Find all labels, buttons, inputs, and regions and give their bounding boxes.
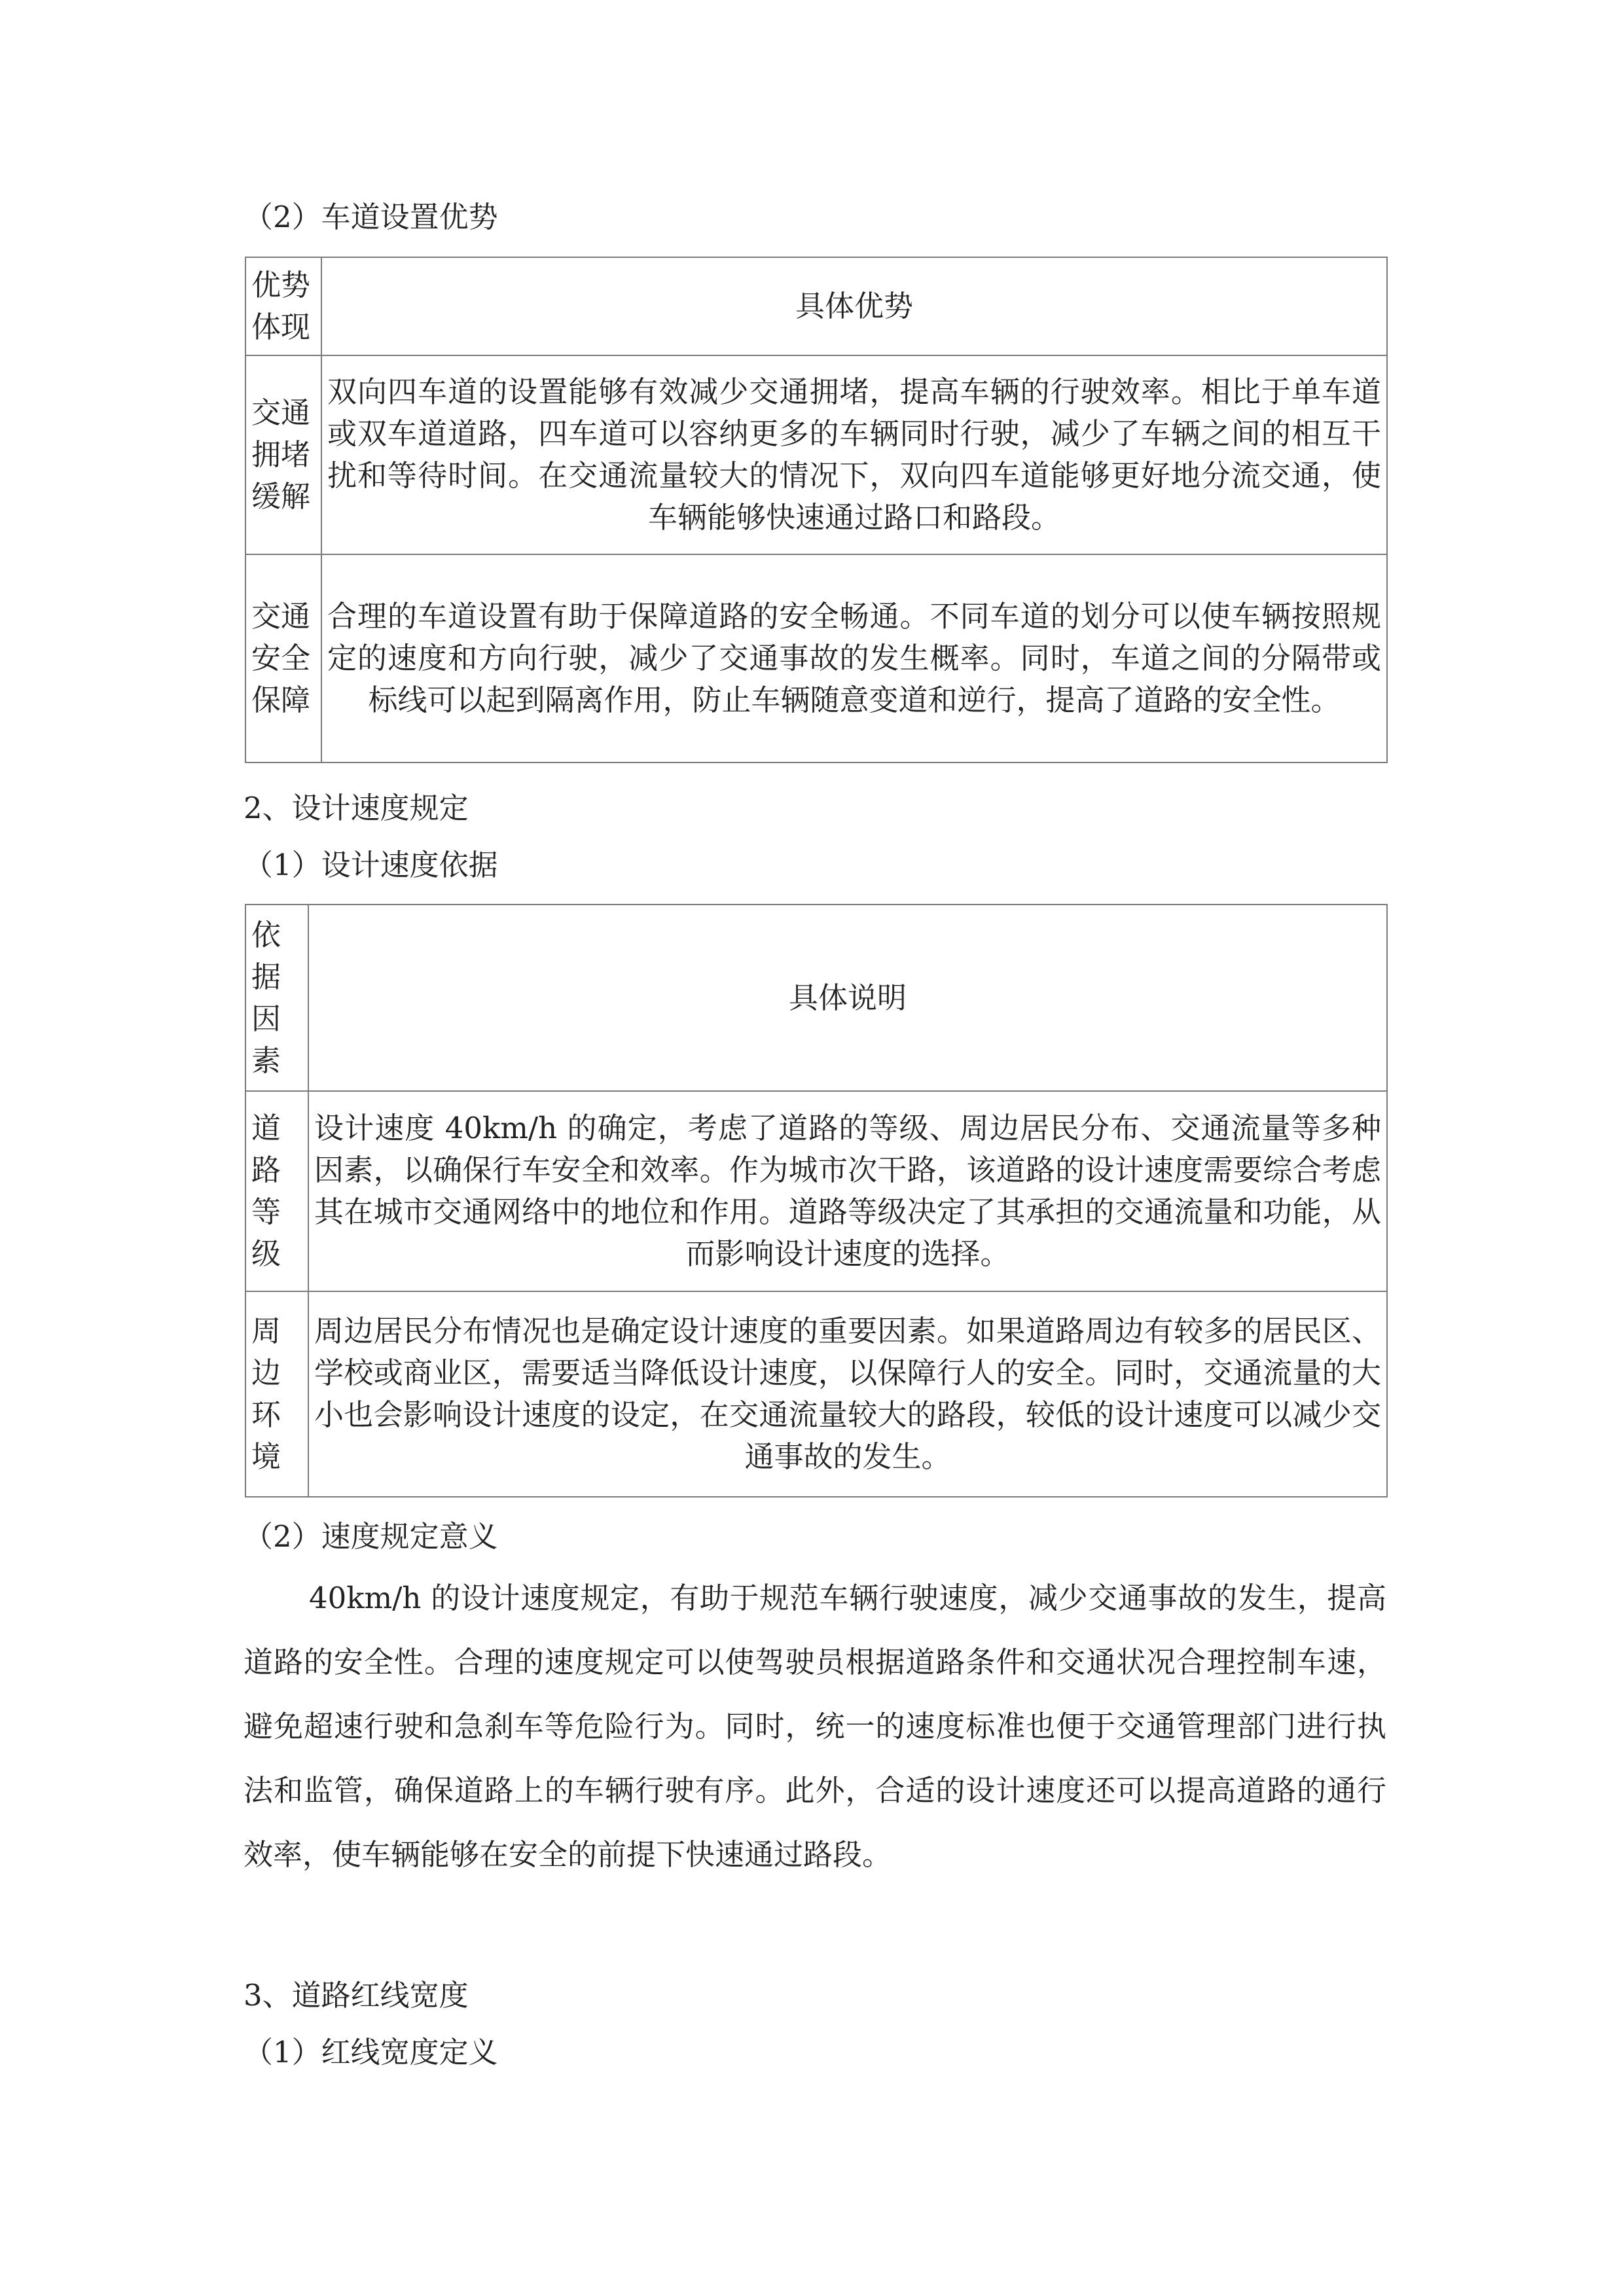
table-row <box>245 355 1387 554</box>
row-key-line: 交通 <box>251 395 311 430</box>
header-key-line: 据 <box>251 959 281 994</box>
row-text-cell: 设计速度 40km/h 的确定，考虑了道路的等级、周边居民分布、交通流量等多种因素，以确保行车安全和效率。作为城市次干路，该道路的设计速度需要综合考虑其在城市交通网络中的地位和作用。道路等级决定了其承担的交通流量和功能，从而影响设计速度的选择。 <box>308 1091 1387 1291</box>
header-key-line: 体现 <box>251 310 311 344</box>
row-key-line: 境 <box>251 1439 281 1474</box>
row-key-line: 等 <box>251 1194 281 1229</box>
row-key-line: 交通 <box>251 599 311 634</box>
row-text-cell: 合理的车道设置有助于保障道路的安全畅通。不同车道的划分可以使车辆按照规定的速度和方向行驶，减少了交通事故的发生概率。同时，车道之间的分隔带或标线可以起到隔离作用，防止车辆随意变道和逆行，提高了道路的安全性。 <box>321 554 1387 762</box>
table-row <box>245 1091 1387 1291</box>
row-key-line: 保障 <box>251 683 311 717</box>
header-value-cell: 具体优势 <box>321 257 1387 355</box>
row-key-line: 周 <box>251 1314 281 1348</box>
row-text-cell: 双向四车道的设置能够有效减少交通拥堵，提高车辆的行驶效率。相比于单车道或双车道道路，四车道可以容纳更多的车辆同时行驶，减少了车辆之间的相互干扰和等待时间。在交通流量较大的情况下，双向四车道能够更好地分流交通，使车辆能够快速通过路口和路段。 <box>321 355 1387 554</box>
row-key-cell <box>245 1291 308 1497</box>
row-key-line: 级 <box>251 1236 281 1271</box>
speed-significance-paragraph: 40km/h 的设计速度规定，有助于规范车辆行驶速度，减少交通事故的发生，提高道路的安全性。合理的速度规定可以使驾驶员根据道路条件和交通状况合理控制车速，避免超速行驶和急刹车等危险行为。同时，统一的速度标准也便于交通管理部门进行执法和监管，确保道路上的车辆行驶有序。此外，合适的设计速度还可以提高道路的通行效率，使车辆能够在安全的前提下快速通过路段。 <box>244 1581 1386 1872</box>
header-value-cell: 具体说明 <box>308 905 1387 1091</box>
heading-red-line-width: 3、道路红线宽度 <box>244 1978 469 2013</box>
row-key-line: 环 <box>251 1397 281 1432</box>
table-header-row <box>245 257 1387 355</box>
speed-basis-table <box>245 904 1388 1498</box>
header-key-line: 素 <box>251 1043 281 1078</box>
row-key-cell <box>245 355 321 554</box>
header-key-line: 因 <box>251 1001 281 1036</box>
subheading-speed-basis: （1）设计速度依据 <box>244 848 498 882</box>
subheading-red-line-definition: （1）红线宽度定义 <box>244 2035 498 2070</box>
row-key-cell <box>245 1091 308 1291</box>
table-row <box>245 554 1387 762</box>
row-key-line: 路 <box>251 1153 281 1187</box>
header-key-cell <box>245 905 308 1091</box>
row-key-line: 边 <box>251 1355 281 1390</box>
row-key-line: 拥堵 <box>251 437 311 472</box>
row-key-line: 道 <box>251 1111 281 1145</box>
lane-advantages-table <box>245 257 1388 763</box>
table-row <box>245 1291 1387 1497</box>
subheading-lane-advantages: （2）车道设置优势 <box>244 200 498 234</box>
row-key-line: 安全 <box>251 641 311 675</box>
row-key-line: 缓解 <box>251 479 311 514</box>
table-header-row <box>245 905 1387 1091</box>
row-text-cell: 周边居民分布情况也是确定设计速度的重要因素。如果道路周边有较多的居民区、学校或商业区，需要适当降低设计速度，以保障行人的安全。同时，交通流量的大小也会影响设计速度的设定，在交通流量较大的路段，较低的设计速度可以减少交通事故的发生。 <box>308 1291 1387 1497</box>
heading-design-speed: 2、设计速度规定 <box>244 791 469 825</box>
header-key-line: 优势 <box>251 268 311 302</box>
header-key-cell <box>245 257 321 355</box>
subheading-speed-significance: （2）速度规定意义 <box>244 1519 498 1554</box>
row-key-cell <box>245 554 321 762</box>
header-key-line: 依 <box>251 917 281 952</box>
